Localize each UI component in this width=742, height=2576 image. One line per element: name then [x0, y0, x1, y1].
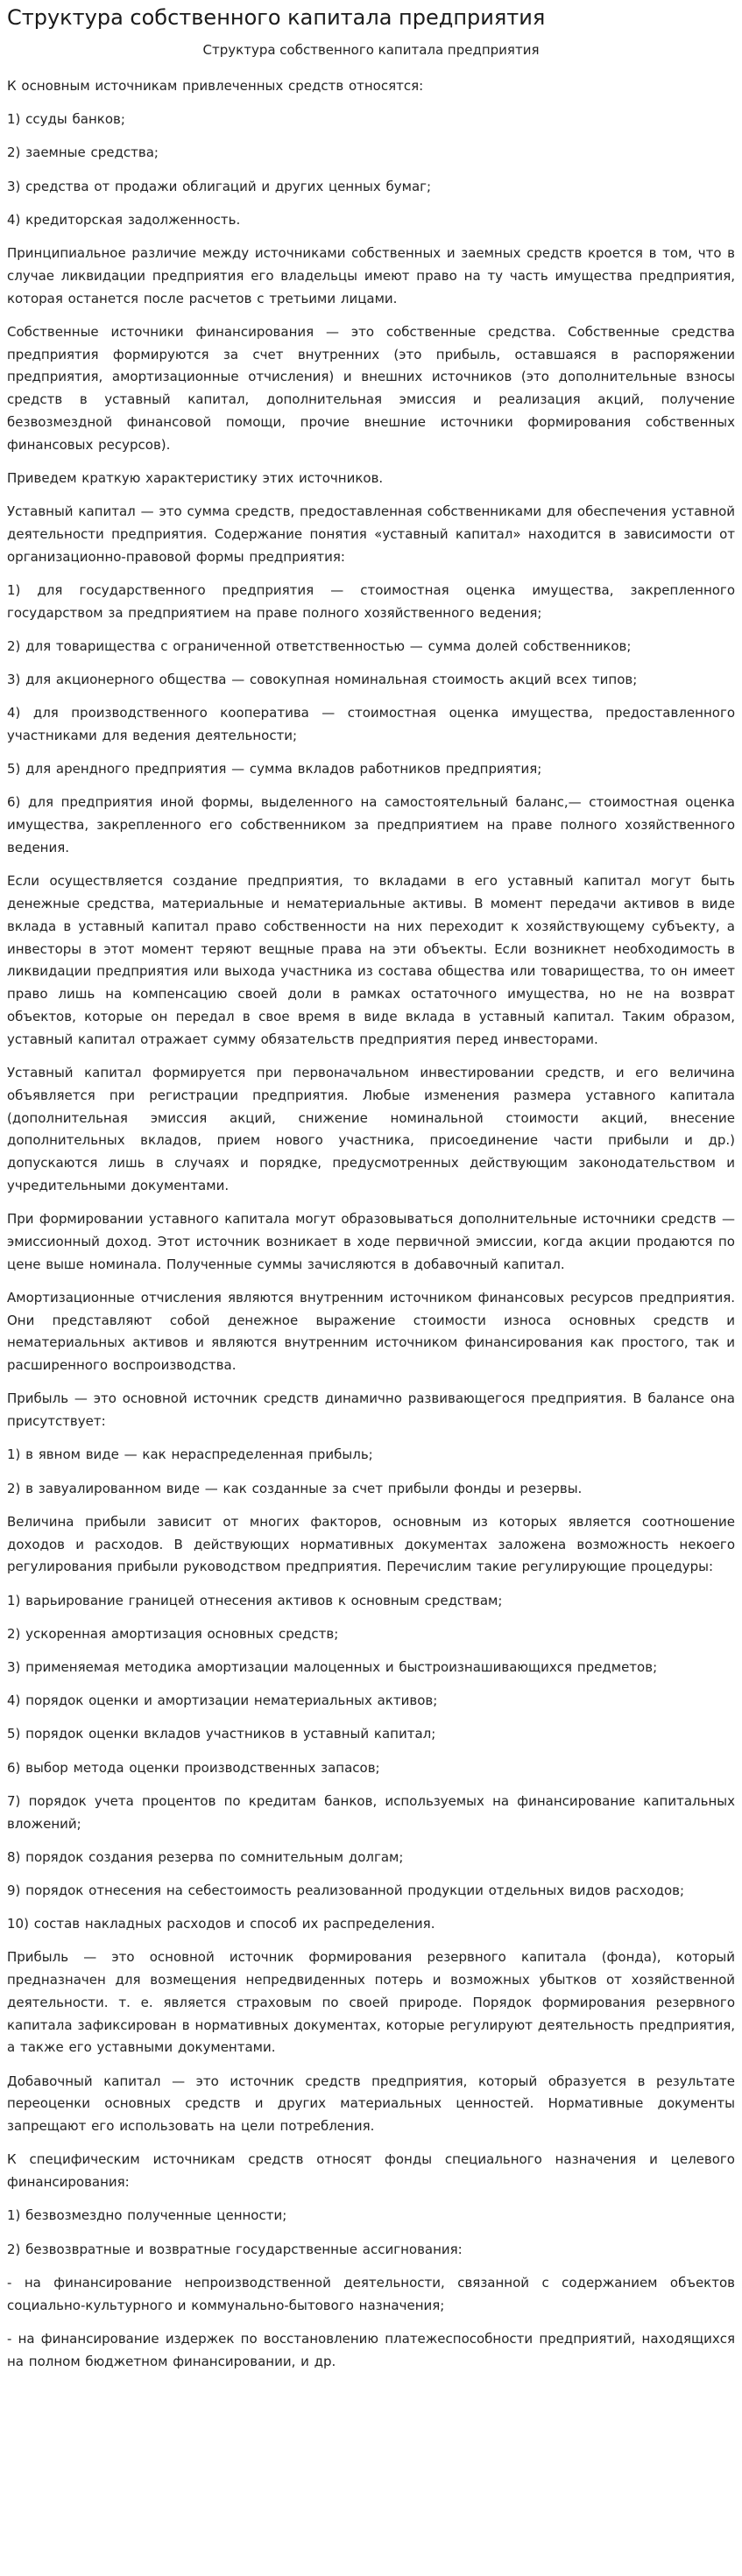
- list-item: 10) состав накладных расходов и способ их распределения.: [7, 1916, 435, 1932]
- list-item: 1) варьирование границей отнесения активов к основным средствам;: [7, 1592, 503, 1608]
- list-item: 1) безвозмездно полученные ценности;: [7, 2207, 287, 2224]
- list-item: 9) порядок отнесения на себестоимость реализованной продукции отдельных видов расходов;: [7, 1882, 685, 1898]
- paragraph: При формировании уставного капитала могут образовываться дополнительные источники средств — эмиссионный доход. Этот источник возникает в ходе первичной эмиссии, когда акции продаются по цене выше номинала. Полученные суммы зачисляются в добавочный капитал.: [7, 1211, 735, 1272]
- paragraph: Приведем краткую характеристику этих источников.: [7, 469, 384, 486]
- list-item: 4) кредиторская задолженность.: [7, 211, 241, 228]
- list-item: - на финансирование непроизводственной деятельности, связанной с содержанием объектов социально-культурного и коммунально-бытового назначения;: [7, 2274, 735, 2313]
- list-item: 2) безвозвратные и возвратные государственные ассигнования:: [7, 2241, 463, 2257]
- paragraph: Амортизационные отчисления являются внутренним источником финансовых ресурсов предприятия. Они представляют собой денежное выражение стоимости износа основных средств и нематериальных активов и являются внутренним источником финансирования как простого, так и расширенного воспроизводства.: [7, 1289, 735, 1374]
- list-item: 3) для акционерного общества — совокупная номинальная стоимость акций всех типов;: [7, 672, 638, 688]
- list-item: 7) порядок учета процентов по кредитам банков, используемых на финансирование капитальных вложений;: [7, 1792, 735, 1832]
- paragraph: К основным источникам привлеченных средств относятся:: [7, 78, 424, 94]
- list-item: 5) для арендного предприятия — сумма вкладов работников предприятия;: [7, 761, 542, 778]
- paragraph: Собственные источники финансирования — это собственные средства. Собственные средства предприятия формируются за счет внутренних (это прибыль, оставшаяся в распоряжении предприятия, амортизационные отчисления) и внешних источников (это дополнительные взносы средств в уставный капитал, дополнительная эмиссия и реализация акций, получение безвозмездной финансовой помощи, прочие внешние источники формирования собственных финансовых ресурсов).: [7, 323, 735, 453]
- list-item: 1) для государственного предприятия — стоимостная оценка имущества, закрепленного государством за предприятием на праве полного хозяйственного ведения;: [7, 581, 735, 621]
- list-item: 2) для товарищества с ограниченной ответственностью — сумма долей собственников;: [7, 637, 632, 654]
- paragraph: Прибыль — это основной источник средств динамично развивающегося предприятия. В балансе она присутствует:: [7, 1390, 735, 1430]
- list-item: 6) выбор метода оценки производственных запасов;: [7, 1759, 380, 1776]
- list-item: 2) в завуалированном виде — как созданные за счет прибыли фонды и резервы.: [7, 1480, 583, 1496]
- list-item: 4) для производственного кооператива — стоимостная оценка имущества, предоставленного участниками для ведения деятельности;: [7, 705, 735, 744]
- page-title: Структура собственного капитала предприятия: [7, 5, 546, 30]
- list-item: - на финансирование издержек по восстановлению платежеспособности предприятий, находящихся на полном бюджетном финансировании, и др.: [7, 2330, 735, 2369]
- list-item: 1) в явном виде — как нераспределенная прибыль;: [7, 1446, 373, 1463]
- paragraph: К специфическим источникам средств относят фонды специального назначения и целевого финансирования:: [7, 2151, 735, 2191]
- list-item: 1) ссуды банков;: [7, 111, 125, 128]
- paragraph: Уставный капитал — это сумма средств, предоставленная собственниками для обеспечения уставной деятельности предприятия. Содержание понятия «уставный капитал» находится в зависимости от организационно-правовой формы предприятия:: [7, 503, 735, 565]
- list-item: 2) заемные средства;: [7, 144, 159, 161]
- list-item: 2) ускоренная амортизация основных средств;: [7, 1625, 339, 1642]
- paragraph: Если осуществляется создание предприятия, то вкладами в его уставный капитал могут быть денежные средства, материальные и нематериальные активы. В момент передачи активов в виде вклада в уставный капитал право собственности на них переходит к хозяйствующему субъекту, а инвесторы в этот момент теряют вещные права на эти объекты. Если возникнет необходимость в ликвидации предприятия или выхода участника из состава общества или товарищества, то он имеет право лишь на компенсацию своей доли в рамках остаточного имущества, но не на возврат объектов, которые он передал в свое время в виде вклада в уставный капитал. Таким образом, уставный капитал отражает сумму обязательств предприятия перед инвесторами.: [7, 873, 735, 1047]
- paragraph: Прибыль — это основной источник формирования резервного капитала (фонда), который предназначен для возмещения непредвиденных потерь и возможных убытков от хозяйственной деятельности. т. е. является страховым по своей природе. Порядок формирования резервного капитала зафиксирован в нормативных документах, которые регулируют деятельность предприятия, а также его уставными документами.: [7, 1949, 735, 2056]
- paragraph: Добавочный капитал — это источник средств предприятия, который образуется в результате переоценки основных средств и других материальных ценностей. Нормативные документы запрещают его использовать на цели потребления.: [7, 2073, 735, 2135]
- list-item: 6) для предприятия иной формы, выделенного на самостоятельный баланс,— стоимостная оценка имущества, закрепленного его собственником за предприятием на праве полного хозяйственного ведения.: [7, 794, 735, 855]
- paragraph: Принципиальное различие между источниками собственных и заемных средств кроется в том, что в случае ликвидации предприятия его владельцы имеют право на ту часть имущества предприятия, которая останется после расчетов с третьими лицами.: [7, 244, 735, 306]
- paragraph: Величина прибыли зависит от многих факторов, основным из которых является соотношение доходов и расходов. В действующих нормативных документах заложена возможность некоего регулирования прибыли руководством предприятия. Перечислим такие регулирующие процедуры:: [7, 1513, 735, 1575]
- list-item: 5) порядок оценки вкладов участников в уставный капитал;: [7, 1726, 436, 1742]
- list-item: 3) средства от продажи облигаций и других ценных бумаг;: [7, 178, 432, 194]
- list-item: 4) порядок оценки и амортизации нематериальных активов;: [7, 1693, 438, 1709]
- paragraph: Уставный капитал формируется при первоначальном инвестировании средств, и его величина объявляется при регистрации предприятия. Любые изменения размера уставного капитала (дополнительная эмиссия акций, снижение номинальной стоимости акций, внесение дополнительных вкладов, прием нового участника, присоединение части прибыли и др.) допускаются лишь в случаях и порядке, предусмотренных действующим законодательством и учредительными документами.: [7, 1064, 735, 1193]
- list-item: 3) применяемая методика амортизации малоценных и быстроизнашивающихся предметов;: [7, 1658, 658, 1675]
- list-item: 8) порядок создания резерва по сомнительным долгам;: [7, 1848, 404, 1865]
- page-subtitle: Структура собственного капитала предприятия: [202, 42, 540, 58]
